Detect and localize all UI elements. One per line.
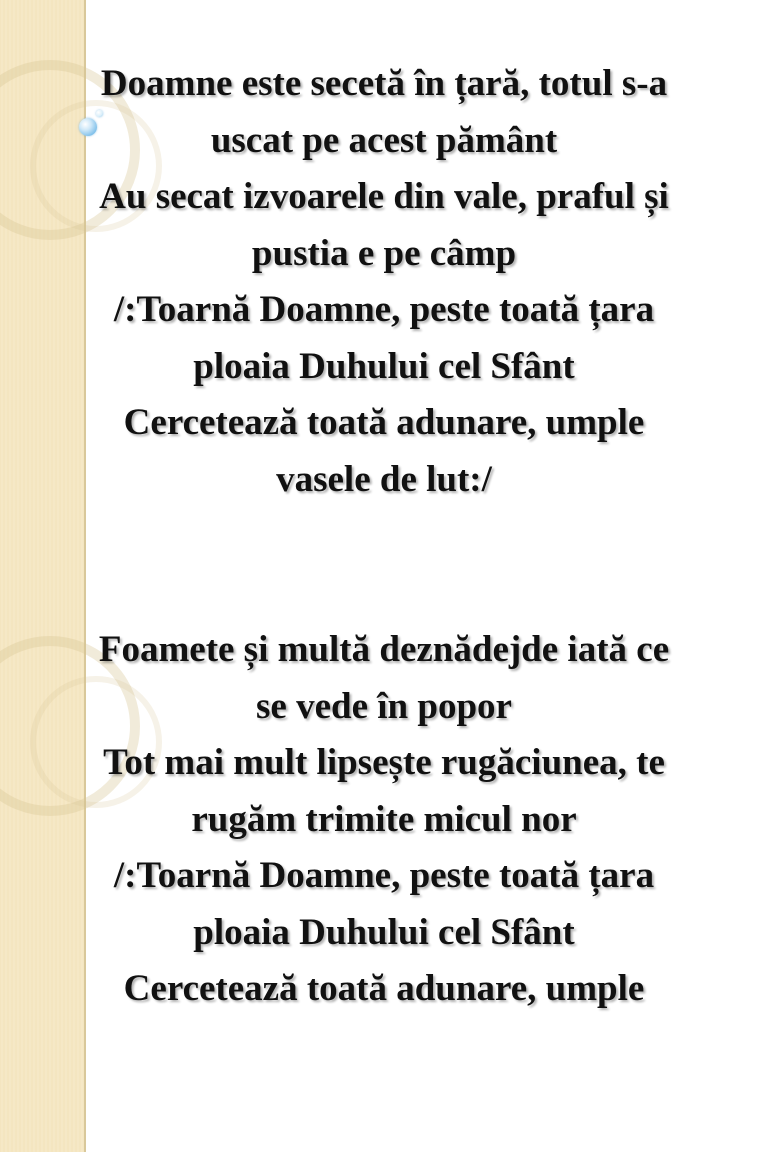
- lyric-line: se vede în popor: [256, 685, 512, 727]
- lyric-line: rugăm trimite micul nor: [191, 798, 577, 840]
- lyric-line: /:Toarnă Doamne, peste toată țara: [113, 855, 655, 896]
- lyric-line: Foamete și multă deznădejde iată ce: [98, 629, 670, 670]
- lyrics-block: [8, 622, 760, 1018]
- lyric-line: Cercetează toată adunare, umple: [123, 968, 645, 1009]
- lyric-line: pustia e pe câmp: [251, 232, 517, 274]
- lyric-line: Au secat izvoarele din vale, praful și: [99, 176, 669, 217]
- lyric-line: /:Toarnă Doamne, peste toată țara: [113, 289, 655, 330]
- lyric-line: Doamne este secetă în țară, totul s-a: [100, 63, 668, 104]
- lyric-line: uscat pe acest pământ: [210, 119, 558, 161]
- lyric-line: Cercetează toată adunare, umple: [123, 402, 645, 443]
- lyric-line: ploaia Duhului cel Sfânt: [193, 345, 575, 387]
- lyric-line: Tot mai mult lipsește rugăciunea, te: [103, 742, 665, 783]
- slide-2: [0, 576, 768, 1152]
- lyric-line: ploaia Duhului cel Sfânt: [193, 911, 575, 953]
- lyric-line: vasele de lut:/: [276, 458, 492, 500]
- lyrics-block: [8, 56, 760, 508]
